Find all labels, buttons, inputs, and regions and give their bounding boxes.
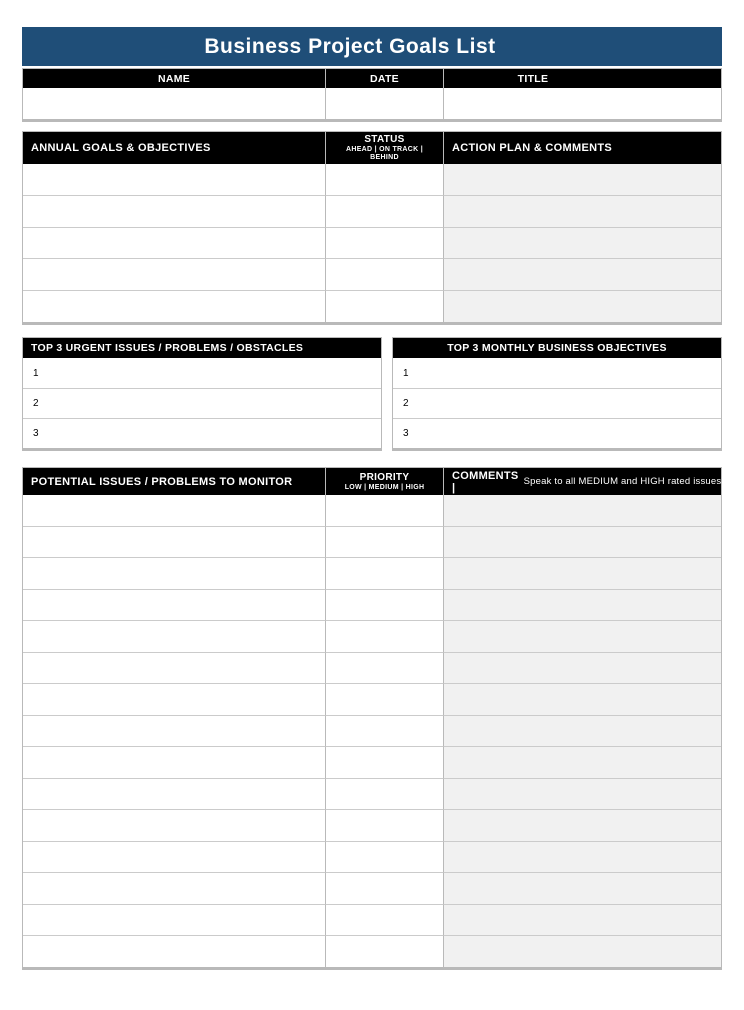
issue-input-cell[interactable] [23, 872, 326, 904]
info-row [23, 88, 721, 119]
priority-input-cell[interactable] [326, 557, 444, 589]
potential-issue-row [23, 778, 721, 810]
priority-input-cell[interactable] [326, 841, 444, 873]
priority-column-header [326, 468, 444, 495]
priority-header-options: LOW | MEDIUM | HIGH [344, 483, 425, 491]
action-plan-input-cell[interactable] [444, 290, 721, 322]
info-table-body [23, 88, 721, 119]
issue-input-cell[interactable] [23, 935, 326, 967]
comment-input-cell[interactable] [444, 841, 721, 873]
issue-input-cell[interactable] [23, 557, 326, 589]
comment-input-cell[interactable] [444, 904, 721, 936]
potential-issue-row [23, 809, 721, 841]
info-table-header [23, 69, 721, 88]
row-number: 2 [403, 398, 409, 409]
issue-input-cell[interactable] [23, 904, 326, 936]
comment-input-cell[interactable] [444, 778, 721, 810]
row-number: 1 [403, 367, 409, 379]
urgent-issues-header: TOP 3 URGENT ISSUES / PROBLEMS / OBSTACLES [31, 342, 304, 354]
issue-input-cell[interactable] [23, 526, 326, 558]
title-input-cell[interactable] [444, 88, 721, 119]
potential-issue-row [23, 526, 721, 558]
title-column-header: TITLE [517, 72, 549, 85]
priority-input-cell[interactable] [326, 872, 444, 904]
status-input-cell[interactable] [326, 195, 444, 227]
annual-goal-row [23, 258, 721, 290]
goal-input-cell[interactable] [23, 227, 326, 259]
issue-input-cell[interactable] [23, 652, 326, 684]
comment-input-cell[interactable] [444, 683, 721, 715]
potential-issues-table [22, 467, 722, 970]
comments-header-note: Speak to all MEDIUM and HIGH rated issues [523, 476, 721, 487]
potential-issue-row [23, 715, 721, 747]
comment-input-cell[interactable] [444, 620, 721, 652]
urgent-issue-row-3[interactable] [23, 418, 381, 448]
row-number: 3 [33, 428, 39, 439]
goal-input-cell[interactable] [23, 195, 326, 227]
comment-input-cell[interactable] [444, 715, 721, 747]
action-plan-input-cell[interactable] [444, 195, 721, 227]
comment-input-cell[interactable] [444, 526, 721, 558]
priority-input-cell[interactable] [326, 495, 444, 526]
comment-input-cell[interactable] [444, 746, 721, 778]
row-number: 3 [403, 428, 409, 439]
status-input-cell[interactable] [326, 227, 444, 259]
comment-input-cell[interactable] [444, 872, 721, 904]
name-input-cell[interactable] [23, 88, 326, 119]
top3-section [22, 337, 722, 451]
priority-input-cell[interactable] [326, 652, 444, 684]
action-plan-input-cell[interactable] [444, 164, 721, 195]
priority-input-cell[interactable] [326, 589, 444, 621]
urgent-issue-row-2[interactable] [23, 388, 381, 418]
potential-issue-row [23, 683, 721, 715]
date-input-cell[interactable] [326, 88, 444, 119]
status-input-cell[interactable] [326, 290, 444, 322]
document-body [22, 27, 722, 970]
potential-issue-row [23, 589, 721, 621]
row-number: 1 [33, 367, 39, 379]
name-column-header: NAME [23, 69, 326, 88]
issue-input-cell[interactable] [23, 746, 326, 778]
comment-input-cell[interactable] [444, 809, 721, 841]
goal-input-cell[interactable] [23, 164, 326, 195]
status-input-cell[interactable] [326, 164, 444, 195]
annual-goals-body [23, 164, 721, 322]
comments-column-header [444, 468, 721, 495]
action-plan-input-cell[interactable] [444, 227, 721, 259]
priority-input-cell[interactable] [326, 683, 444, 715]
annual-goal-row [23, 195, 721, 227]
potential-issues-header [23, 468, 721, 495]
potential-issues-body [23, 495, 721, 967]
comment-input-cell[interactable] [444, 652, 721, 684]
goal-input-cell[interactable] [23, 290, 326, 322]
monthly-objectives-header: TOP 3 MONTHLY BUSINESS OBJECTIVES [447, 342, 667, 354]
monthly-objective-row-1[interactable] [393, 358, 721, 388]
priority-header-title: PRIORITY [359, 471, 410, 483]
comment-input-cell[interactable] [444, 935, 721, 967]
annual-goal-row [23, 227, 721, 259]
issue-input-cell[interactable] [23, 778, 326, 810]
potential-issues-column-header: POTENTIAL ISSUES / PROBLEMS TO MONITOR [23, 468, 326, 495]
status-column-header [326, 132, 444, 164]
monthly-objectives-header-row [393, 338, 721, 358]
title-bar [22, 27, 722, 66]
row-number: 2 [33, 398, 39, 409]
annual-goals-column-header: ANNUAL GOALS & OBJECTIVES [23, 132, 326, 164]
issue-input-cell[interactable] [23, 589, 326, 621]
potential-issue-row [23, 495, 721, 526]
priority-input-cell[interactable] [326, 809, 444, 841]
comment-input-cell[interactable] [444, 495, 721, 526]
potential-issue-row [23, 904, 721, 936]
priority-input-cell[interactable] [326, 935, 444, 967]
comments-header-label: COMMENTS | [452, 469, 519, 494]
comment-input-cell[interactable] [444, 557, 721, 589]
action-plan-input-cell[interactable] [444, 258, 721, 290]
status-input-cell[interactable] [326, 258, 444, 290]
annual-goal-row [23, 164, 721, 195]
potential-issue-row [23, 557, 721, 589]
priority-input-cell[interactable] [326, 746, 444, 778]
priority-input-cell[interactable] [326, 904, 444, 936]
date-column-header: DATE [326, 69, 444, 88]
monthly-objective-row-2[interactable] [393, 388, 721, 418]
monthly-objective-row-3[interactable] [393, 418, 721, 448]
action-plan-column-header: ACTION PLAN & COMMENTS [452, 142, 612, 154]
priority-input-cell[interactable] [326, 526, 444, 558]
potential-issue-row [23, 872, 721, 904]
priority-input-cell[interactable] [326, 715, 444, 747]
potential-issue-row [23, 620, 721, 652]
page-title: Business Project Goals List [204, 34, 496, 58]
info-table [22, 68, 722, 122]
issue-input-cell[interactable] [23, 683, 326, 715]
issue-input-cell[interactable] [23, 841, 326, 873]
potential-issue-row [23, 652, 721, 684]
issue-input-cell[interactable] [23, 620, 326, 652]
priority-input-cell[interactable] [326, 620, 444, 652]
potential-issue-row [23, 841, 721, 873]
status-header-title: STATUS [364, 134, 405, 145]
comment-input-cell[interactable] [444, 589, 721, 621]
annual-goal-row [23, 290, 721, 322]
issue-input-cell[interactable] [23, 715, 326, 747]
potential-issue-row [23, 746, 721, 778]
urgent-issues-table [22, 337, 382, 451]
potential-issue-row [23, 935, 721, 967]
issue-input-cell[interactable] [23, 809, 326, 841]
priority-input-cell[interactable] [326, 778, 444, 810]
annual-goals-header [23, 132, 721, 164]
urgent-issues-header-row [23, 338, 381, 358]
monthly-objectives-table [392, 337, 722, 451]
urgent-issue-row-1[interactable] [23, 358, 381, 388]
annual-goals-table [22, 131, 722, 325]
issue-input-cell[interactable] [23, 495, 326, 526]
goal-input-cell[interactable] [23, 258, 326, 290]
status-header-options: AHEAD | ON TRACK | BEHIND [346, 146, 423, 161]
